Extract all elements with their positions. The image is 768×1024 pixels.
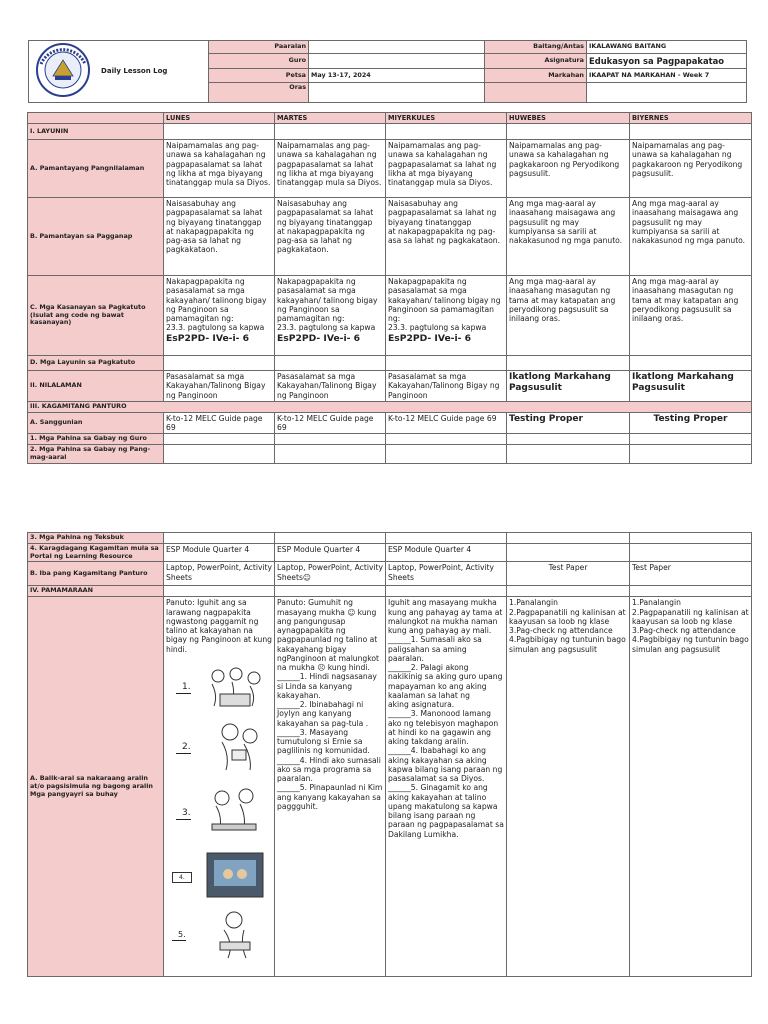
pagganap-label: B. Pamantayan sa Pagganap	[28, 198, 164, 276]
kasanayan-text: Nakapagpapakita ng pasasalamat sa mga kakayahan/ talinong bigay ng Panginoon sa pamamagitan ng: 23.3. pagtulong sa kapwa	[277, 277, 378, 333]
nilalaman-miyerkules: Pasasalamat sa mga Kakayahan/Talinong Bigay ng Panginoon	[386, 371, 507, 402]
kasanayan-huwebes: Ang mga mag-aaral ay inaasahang masagutan ng tama at may katapatan ang peryodikong pagsusulit sa inilaang oras.	[507, 276, 630, 356]
karagdagang-miyerkules: ESP Module Quarter 4	[386, 543, 507, 562]
dll-table-part-2	[27, 532, 752, 977]
day-miyerkules: MIYERKULES	[386, 113, 507, 124]
guro-label: Guro	[209, 54, 309, 69]
header-empty-value	[587, 82, 747, 102]
picture-item-1	[166, 664, 272, 712]
kagamitan-label: III. KAGAMITANG PANTURO	[28, 401, 752, 412]
nilalaman-lunes: Pasasalamat sa mga Kakayahan/Talinong Bigay ng Panginoon	[164, 371, 275, 402]
baitang-value: IKALAWANG BAITANG	[587, 41, 747, 54]
iba-pang-huwebes: Test Paper	[507, 562, 630, 586]
iba-pang-miyerkules: Laptop, PowerPoint, Activity Sheets	[386, 562, 507, 586]
picture-item-2	[166, 718, 272, 776]
day-huwebes: HUWEBES	[507, 113, 630, 124]
teksbuk-label: 3. Mga Pahina ng Teksbuk	[28, 533, 164, 544]
students-studying-illustration-icon	[202, 784, 266, 844]
dll-table-part-1	[27, 112, 752, 464]
sanggunian-martes: K-to-12 MELC Guide page 69	[275, 412, 386, 434]
petsa-label: Petsa	[209, 69, 309, 82]
paaralan-label: Paaralan	[209, 41, 309, 54]
kasanayan-martes	[275, 276, 386, 356]
layunin-label: I. LAYUNIN	[28, 124, 164, 140]
item-number: 1.	[176, 682, 191, 694]
petsa-value: May 13-17, 2024	[309, 69, 485, 82]
karagdagang-lunes: ESP Module Quarter 4	[164, 543, 275, 562]
children-helping-illustration-icon	[210, 720, 268, 776]
pagganap-miyerkules: Naisasabuhay ang pagpapasalamat sa lahat ng biyayang tinatanggap at nakapagpapakita ng pag-asa sa lahat ng pagkakataon.	[386, 198, 507, 276]
item-number: 5.	[172, 930, 186, 941]
oras-label: Oras	[209, 82, 309, 102]
day-martes: MARTES	[275, 113, 386, 124]
karagdagang-martes: ESP Module Quarter 4	[275, 543, 386, 562]
dll-table-2	[27, 532, 752, 977]
item-number: 3.	[176, 808, 191, 820]
pamamaraan-label: IV. PAMAMARAAN	[28, 586, 164, 597]
pagganap-huwebes: Ang mga mag-aaral ay inaasahang maisagawa ang pagsusulit ng may kumpiyansa sa sarili at nakakasunod ng mga panuto.	[507, 198, 630, 276]
oras-value	[309, 82, 485, 102]
day-lunes: LUNES	[164, 113, 275, 124]
children-playing-illustration-icon	[206, 666, 268, 712]
nilalaman-huwebes: Ikatlong Markahang Pagsusulit	[507, 371, 630, 402]
asignatura-value: Edukasyon sa Pagpapakatao	[587, 54, 747, 69]
iba-pang-label: B. Iba pang Kagamitang Panturo	[28, 562, 164, 586]
iba-pang-lunes: Laptop, PowerPoint, Activity Sheets	[164, 562, 275, 586]
karagdagang-biyernes	[630, 543, 752, 562]
kasanayan-code: EsP2PD- IVe-i- 6	[277, 332, 361, 344]
kasanayan-text: Nakapagpapakita ng pasasalamat sa mga kakayahan/ talinong bigay ng Panginoon sa pamamagitan ng: 23.3. pagtulong sa kapwa	[388, 277, 501, 333]
kasanayan-code: EsP2PD- IVe-i- 6	[166, 332, 250, 344]
item-number: 4.	[172, 872, 192, 883]
tablet-photo-icon	[206, 852, 264, 900]
day-biyernes: BIYERNES	[630, 113, 752, 124]
balik-aral-label: A. Balik-aral sa nakaraang aralin at/o pagsisimula ng bagong aralin Mga pangyayri sa buhay	[28, 597, 164, 977]
paaralan-value	[309, 41, 485, 54]
kasanayan-text: Nakapagpapakita ng pasasalamat sa mga kakayahan/ talinong bigay ng Panginoon sa pamamagitan ng: 23.3. pagtulong sa kapwa	[166, 277, 267, 333]
pamantayang-label: A. Pamantayang Pangnilalaman	[28, 140, 164, 198]
nilalaman-martes: Pasasalamat sa mga Kakayahan/Talinong Bigay ng Panginoon	[275, 371, 386, 402]
pamantayang-martes: Naipamamalas ang pag-unawa sa kahalagahan ng pagpapasalamat sa lahat ng likha at mga biyayang tinatanggap mula sa Diyos.	[275, 140, 386, 198]
markahan-label: Markahan	[485, 69, 587, 82]
header-block	[28, 40, 747, 103]
header-empty-label	[485, 82, 587, 102]
dll-table-1	[27, 112, 752, 464]
child-reading-illustration-icon	[206, 908, 266, 964]
asignatura-label: Asignatura	[485, 54, 587, 69]
balik-aral-biyernes: 1.Panalangin 2.Pagpapanatili ng kalinisan at kaayusan sa loob ng klase 3.Pag-check ng attendance 4.Pagbibigay ng tuntunin bago simulan ang pagsusulit	[630, 597, 752, 977]
balik-aral-miyerkules: Iguhit ang masayang mukha kung ang pahayag ay tama at malungkot na mukha naman kung ang pahayag ay mali. ______1. Sumasali ako sa paligsahan sa aming paaralan. ______2. Palagi akong nakikinig sa aking guro upang mapayaman ko ang aking kaalaman sa lahat ng aking asignatura. ______3. Manonood lamang ako ng telebisyon maghapon at hindi ko na gagawin ang aking takdang aralin. ______4. Ibabahagi ko ang aking kakayahan sa aking kapwa bilang isang paraan ng pasasalamat sa sa Diyos. ______5. Ginagamit ko ang aking kakayahan at talino upang makatulong sa kapwa bilang isang paraan ng paraan ng pagpapasalamat sa Dakilang Lumikha.	[386, 597, 507, 977]
picture-item-4	[166, 850, 272, 900]
kasanayan-biyernes: Ang mga mag-aaral ay inaasahang masagutan ng tama at may katapatan ang peryodikong pagsusulit sa inilaang oras.	[630, 276, 752, 356]
balik-aral-martes: Panuto: Gumuhit ng masayang mukha ☺ kung ang pangungusap aynagpapakita ng pagpapaunlad ng talino at kakayahang bigay ngPanginoon at malungkot na mukha ☹ kung hindi. ______1. Hindi nagsasanay si Linda sa kanyang kakayahan. ______2. Ibinabahagi ni Joylyn ang kanyang kakayahan sa pag-tula . ______3. Masayang tumutulong si Ernie sa paglilinis ng komunidad. ______4. Hindi ako sumasali ako sa mga programa sa paaralan. ______5. Pinapaunlad ni Kim ang kanyang kakayahan sa paggguhit.	[275, 597, 386, 977]
kasanayan-label: C. Mga Kasanayan sa Pagkatuto (Isulat ang code ng bawat kasanayan)	[28, 276, 164, 356]
nilalaman-label: II. NILALAMAN	[28, 371, 164, 402]
iba-pang-martes: Laptop, PowerPoint, Activity Sheets☺	[275, 562, 386, 586]
picture-item-5	[166, 906, 272, 964]
header-table	[28, 40, 747, 103]
markahan-value: IKAAPAT NA MARKAHAN - Week 7	[587, 69, 747, 82]
nilalaman-biyernes: Ikatlong Markahang Pagsusulit	[630, 371, 752, 402]
sanggunian-lunes: K-to-12 MELC Guide page 69	[164, 412, 275, 434]
item-number: 2.	[176, 742, 191, 754]
kasanayan-miyerkules	[386, 276, 507, 356]
iba-pang-biyernes: Test Paper	[630, 562, 752, 586]
layunin-pagkatuto-label: D. Mga Layunin sa Pagkatuto	[28, 356, 164, 371]
pamantayang-miyerkules: Naipamamalas ang pag-unawa sa kahalagahan ng pagpapasalamat sa lahat ng likha at mga biyayang tinatanggap mula sa Diyos.	[386, 140, 507, 198]
pagganap-biyernes: Ang mga mag-aaral ay inaasahang maisagawa ang pagsusulit ng may kumpiyansa sa sarili at nakakasunod ng mga panuto.	[630, 198, 752, 276]
header-logo-cell	[29, 41, 209, 103]
sanggunian-miyerkules: K-to-12 MELC Guide page 69	[386, 412, 507, 434]
gabay-guro-label: 1. Mga Pahina sa Gabay ng Guro	[28, 434, 164, 445]
sanggunian-biyernes: Testing Proper	[630, 412, 752, 434]
balik-aral-lunes	[164, 597, 275, 977]
pamantayang-huwebes: Naipamamalas ang pag-unawa sa kahalagahan ng pagkakaroon ng Peryodikong pagsusulit.	[507, 140, 630, 198]
doc-title: Daily Lesson Log	[101, 67, 168, 76]
pagganap-lunes: Naisasabuhay ang pagpapasalamat sa lahat ng biyayang tinatanggap at nakapagpapakita ng pag-asa sa lahat ng pagkakataon.	[164, 198, 275, 276]
lunes-instructions: Panuto: Iguhit ang sa larawang nagpapakita ngwastong paggamit ng talino at kakayahan na bigay ng Panginoon at kung hindi.	[166, 598, 272, 654]
gabay-mag-aaral-label: 2. Mga Pahina sa Gabay ng Pang-mag-aaral	[28, 444, 164, 463]
balik-aral-huwebes: 1.Panalangin 2.Pagpapanatili ng kalinisan at kaayusan sa loob ng klase 3.Pag-check ng attendance 4.Pagbibigay ng tuntunin bago simulan ang pagsusulit	[507, 597, 630, 977]
picture-item-3	[166, 782, 272, 844]
guro-value	[309, 54, 485, 69]
deped-seal-icon	[31, 42, 95, 101]
karagdagang-label: 4. Karagdagang Kagamitan mula sa Portal ng Learning Resource	[28, 543, 164, 562]
kasanayan-code: EsP2PD- IVe-i- 6	[388, 332, 472, 344]
pagganap-martes: Naisasabuhay ang pagpapasalamat sa lahat ng biyayang tinatanggap at nakapagpapakita ng pag-asa sa lahat ng pagkakataon.	[275, 198, 386, 276]
karagdagang-huwebes	[507, 543, 630, 562]
corner-cell	[28, 113, 164, 124]
pamantayang-biyernes: Naipamamalas ang pag-unawa sa kahalagahan ng pagkakaroon ng Peryodikong pagsusulit.	[630, 140, 752, 198]
pamantayang-lunes: Naipamamalas ang pag-unawa sa kahalagahan ng pagpapasalamat sa lahat ng likha at mga biyayang tinatanggap mula sa Diyos.	[164, 140, 275, 198]
baitang-label: Baitang/Antas	[485, 41, 587, 54]
sanggunian-huwebes: Testing Proper	[507, 412, 630, 434]
kasanayan-lunes	[164, 276, 275, 356]
sanggunian-label: A. Sanggunian	[28, 412, 164, 434]
